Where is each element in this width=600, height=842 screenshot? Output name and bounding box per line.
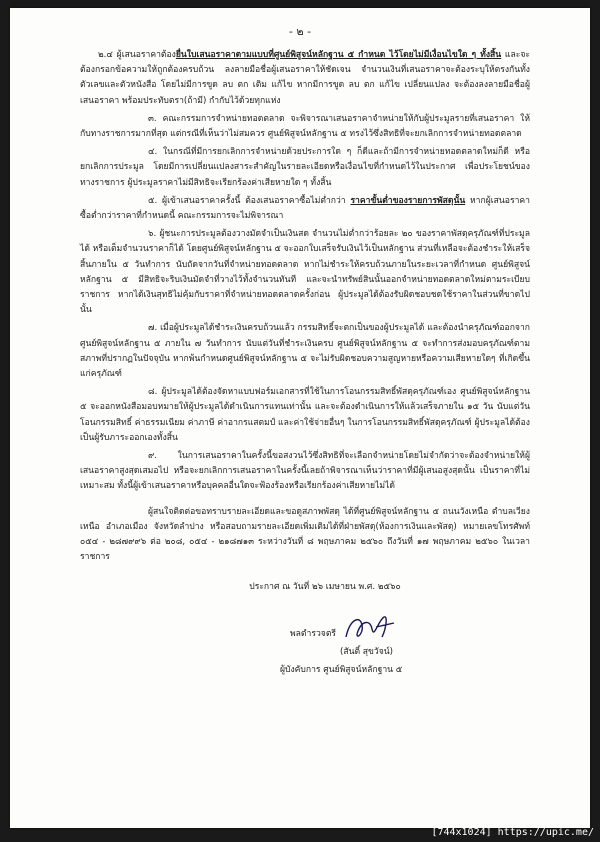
underlined-text: ยื่นใบเสนอราคาตามแบบที่ศูนย์พิสูจน์หลักฐาน ๕ กำหนด ไว้โดยไม่มีเงื่อนไขใด ๆ ทั้งสิ้น xyxy=(175,50,502,60)
clause-9: ๙. ในการเสนอราคาในครั้งนี้ขอสงวนไว้ซึ่งสิทธิที่จะเลือกจำหน่ายโดยไม่จำกัดว่าจะต้องจำหน่ายให้ผู้เสนอราคาสูงสุดเสมอไป หรือจะยกเลิกการเสนอราคาในครั้งนี้เลยถ้าพิจารณาเห็นว่าราคาที่มีผู้เสนอสูงสุดนั้น เป็นราคาที่ไม่เหมาะสม ทั้งนี้ผู้เข้าเสนอราคาหรือบุคคลอื่นใดจะฟ้องร้องหรือเรียกร้องค่าเสียหายไม่ได้ xyxy=(80,451,530,492)
signature-block xyxy=(80,605,530,685)
clause-2-4 xyxy=(80,48,530,109)
document-page xyxy=(10,8,590,828)
handwritten-signature xyxy=(340,611,400,647)
clause-text: ๕. ผู้เข้าเสนอราคาครั้งนี้ ต้องเสนอราคาซื้อไม่ต่ำกว่า xyxy=(148,195,351,206)
clause-6: ๖. ผู้ชนะการประมูลต้องวางมัดจำเป็นเงินสด จำนวนไม่ต่ำกว่าร้อยละ ๒๐ ของราคาพัสดุครุภัณฑ์ที่ประมูลได้ หรือเต็มจำนวนราคาก็ได้ โดยศูนย์พิสูจน์หลักฐาน ๕ จะออกใบเสร็จรับเงินไว้เป็นหลักฐาน ส่วนที่เหลือจะต้องชำระให้เสร็จสิ้นภายใน ๕ วันทำการ นับถัดจากวันที่จำหน่ายทอดตลาด หากไม่ชำระให้ครบถ้วนภายในระยะเวลาที่กำหนด ศูนย์พิสูจน์หลักฐาน ๕ มีสิทธิจะริบเงินมัดจำที่วางไว้ทั้งจำนวนทันที และจะนำทรัพย์สินนั้นออกจำหน่ายทอดตลาดใหม่ตามระเบียบราชการ หากได้เงินสุทธิไม่คุ้มกับราคาที่จำหน่ายทอดตลาดครั้งก่อน ผู้ประมูลได้ต้องรับผิดชอบชดใช้ราคาในส่วนที่ขาดไปนั้น xyxy=(80,229,530,316)
clause-5 xyxy=(80,194,530,224)
signer-position: ผู้บังคับการ ศูนย์พิสูจน์หลักฐาน ๕ xyxy=(280,664,403,675)
document-body xyxy=(80,48,530,685)
contact-info: ผู้สนใจติดต่อขอทราบรายละเอียดและขอดูสภาพพัสดุ ได้ที่ศูนย์พิสูจน์หลักฐาน ๕ ถนนวังเหนือ ตำบลเวียงเหนือ อำเภอเมือง จังหวัดลำปาง หรือสอบถามรายละเอียดเพิ่มเติมได้ที่ฝ่ายพัสดุ(ห้องการเงินและพัสดุ) หมายเลขโทรศัพท์ ๐๕๔ - ๒๘๗๙๙๖ ต่อ ๒๐๘, ๐๕๔ - ๒๑๘๗๑๓ ระหว่างวันที่ ๘ พฤษภาคม ๒๕๖๐ ถึงวันที่ ๑๗ พฤษภาคม ๒๕๖๐ ในเวลาราชการ xyxy=(80,506,530,563)
clause-text: และจะต้องกรอกข้อความให้ถูกต้องครบถ้วน ลงลายมือชื่อผู้เสนอราคาให้ชัดเจน จำนวนเงินที่เสนอราคาจะต้องระบุให้ตรงกันทั้งตัวเลขและตัวหนังสือ โดยไม่มีการขูด ลบ ตก เติม แก้ไข หากมีการขูด ลบ ตก แก้ไข เปลี่ยนแปลง จะต้องลงลายมือชื่อผู้เสนอราคา พร้อมประทับตรา(ถ้ามี) กำกับไว้ด้วยทุกแห่ง xyxy=(80,50,530,106)
signer-name: (สันติ์ สุขวัจน์) xyxy=(340,646,393,657)
watermark-text: [744x1024] https://upic.me/ xyxy=(431,827,594,838)
page-number: - ๒ - xyxy=(288,25,312,38)
announce-date: ประกาศ ณ วันที่ ๒๖ เมษายน พ.ศ. ๒๕๖๐ xyxy=(249,581,401,592)
underlined-text: ราคาขั้นต่ำของรายการพัสดุนั้น xyxy=(350,195,466,206)
clause-text: หากผู้เสนอราคาซื้อต่ำกว่าราคาที่กำหนดนี้ คณะกรรมการจะไม่พิจารณา xyxy=(80,195,530,222)
clause-8: ๘. ผู้ประมูลได้ต้องจัดหาแบบฟอร์มเอกสารที่ใช้ในการโอนกรรมสิทธิ์พัสดุครุภัณฑ์เอง ศูนย์พิสูจน์หลักฐาน ๕ จะออกหนังสือมอบหมายให้ผู้ประมูลได้ดำเนินการแทนเท่านั้น และจะต้องดำเนินการให้แล้วเสร็จภายใน ๑๕ วัน นับแต่วันโอนกรรมสิทธิ์ ค่าธรรมเนียม ค่าภาษี ค่าอากรแสตมป์ และค่าใช้จ่ายอื่นๆ ในการโอนกรรมสิทธิ์พัสดุครุภัณฑ์ ผู้ประมูลได้ต้องเป็นผู้รับภาระออกเองทั้งสิ้น xyxy=(80,387,530,443)
clause-4: ๔. ในกรณีที่มีการยกเลิกการจำหน่ายด้วยประการใด ๆ ก็ดีและถ้ามีการจำหน่ายทอดตลาดใหม่ก็ดี หรือยกเลิกการประมูล โดยมีการเปลี่ยนแปลงสาระสำคัญในรายละเอียดหรือเงื่อนไขที่กำหนดไว้ในประกาศ เพื่อประโยชน์ของทางราชการ ผู้ประมูลราคาไม่มีสิทธิจะเรียกร้องค่าเสียหายใด ๆ ทั้งสิ้น xyxy=(80,147,530,188)
clause-7: ๗. เมื่อผู้ประมูลได้ชำระเงินครบถ้วนแล้ว กรรมสิทธิ์จะตกเป็นของผู้ประมูลได้ และต้องนำครุภัณฑ์ออกจากศูนย์พิสูจน์หลักฐาน ๕ ภายใน ๗ วันทำการ นับแต่วันที่ชำระเงินครบ ศูนย์พิสูจน์หลักฐาน ๕ จะทำการส่งมอบครุภัณฑ์ตามสภาพที่ปรากฏในปัจจุบัน หากพ้นกำหนดศูนย์พิสูจน์หลักฐาน ๕ จะไม่รับผิดชอบความสูญหายหรือความเสียหายใดๆ ที่เกิดขึ้นแก่ครุภัณฑ์ xyxy=(80,323,530,380)
clause-3: ๓. คณะกรรมการจำหน่ายทอดตลาด จะพิจารณาเสนอราคาจำหน่ายให้กับผู้ประมูลรายที่เสนอราคา ให้กับทางราชการมากที่สุด แต่กรณีที่เห็นว่าไม่สมควร ศูนย์พิสูจน์หลักฐาน ๕ ทรงไว้ซึ่งสิทธิที่จะยกเลิกการจำหน่ายทอดตลาด xyxy=(80,113,530,140)
clause-text: ๒.๔ ผู้เสนอราคาต้อง xyxy=(98,50,176,60)
signer-rank: พลตำรวจตรี xyxy=(290,628,337,639)
